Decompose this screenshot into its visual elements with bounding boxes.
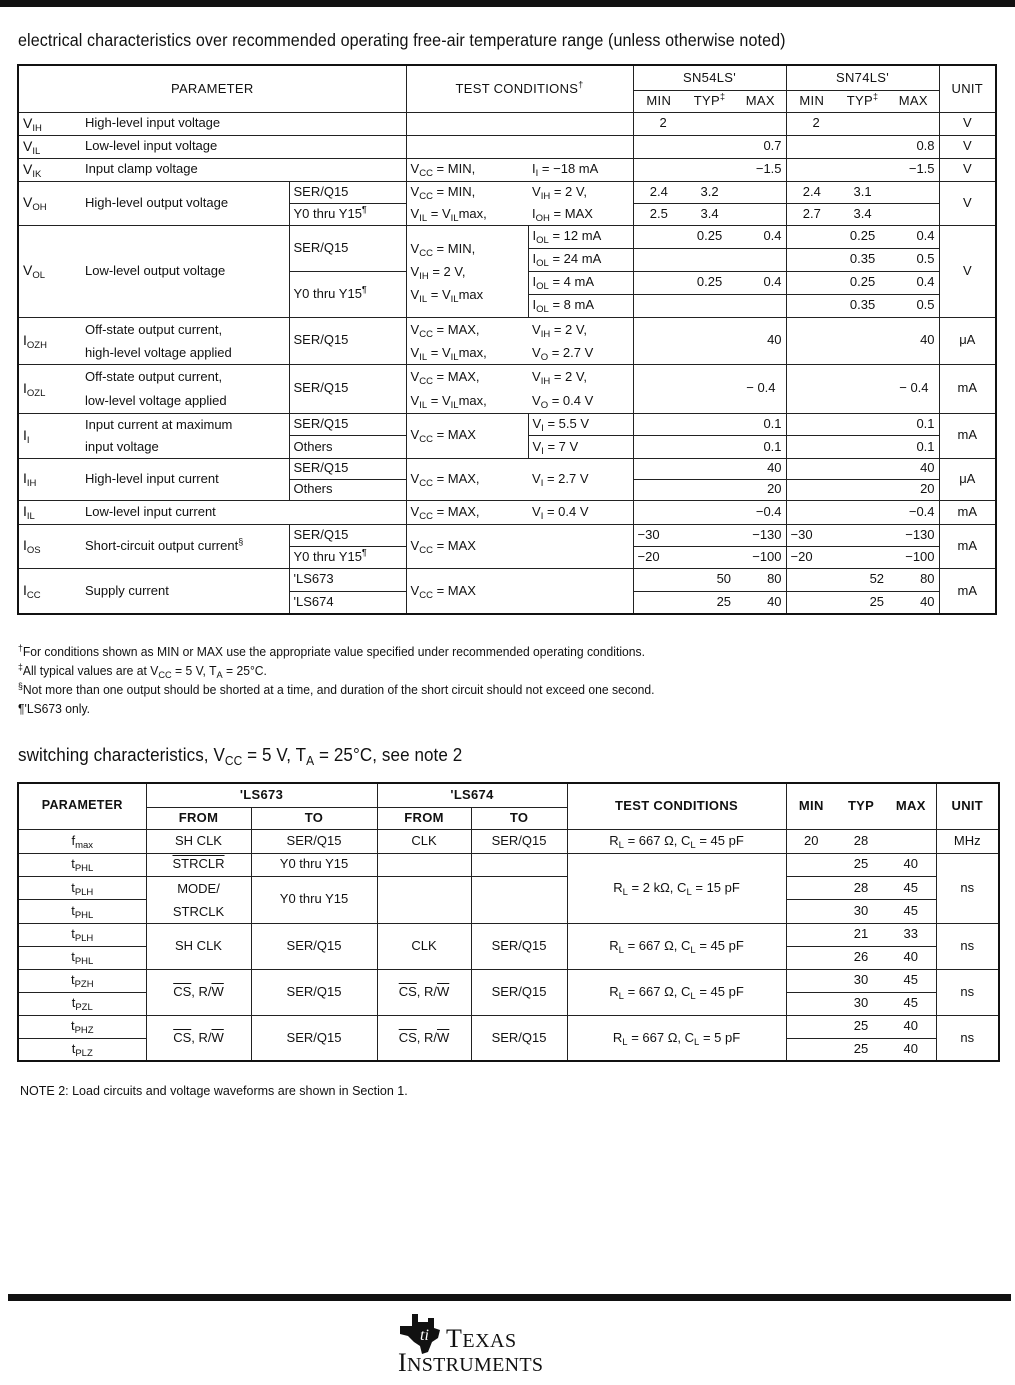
test-condition: $R_L = 2$ kΩ, $C_L = 15$ pF <box>567 853 786 923</box>
unit: μA <box>939 317 996 364</box>
header-ls673: 'LS673 <box>146 783 377 807</box>
min54: 2.4 <box>633 181 684 203</box>
typ74: 0.25 <box>837 225 888 248</box>
table-row <box>18 317 996 364</box>
typ54: 50 <box>684 568 735 591</box>
param-symbol: $f_{max}$ <box>18 829 146 853</box>
to-673: SER/Q15 <box>251 829 377 853</box>
min54: −20 <box>633 546 684 568</box>
max: 45 <box>886 969 936 992</box>
min74 <box>786 248 837 271</box>
test-condition: $V_{CC}$ = MAX <box>406 413 528 458</box>
svg-text:ti: ti <box>420 1327 429 1344</box>
test-condition: $V_{CC}$ = MAX <box>406 524 633 568</box>
sn54-values: 20 <box>633 479 786 500</box>
unit: ns <box>936 853 999 923</box>
param-symbol: $t_{PLZ}$ <box>18 1038 146 1061</box>
typ54 <box>684 248 735 271</box>
sn54-values: −1.5 <box>633 158 786 181</box>
pin-name: 'LS674 <box>289 591 406 614</box>
typ: 28 <box>836 876 886 900</box>
header-test-conditions: TEST CONDITIONS† <box>406 65 633 112</box>
param-symbol: $I_{OS}$ <box>18 524 81 568</box>
param-symbol: $V_{IH}$ <box>18 112 81 135</box>
param-desc: Input current at maximum input voltage <box>81 413 289 458</box>
sn74-values: 0.1 <box>786 413 939 436</box>
test-condition: $V_{CC}$ = MAX, $V_{IL} = V_{IL}\max$, <box>406 364 528 413</box>
pin-name: Others <box>289 436 406 459</box>
typ: 30 <box>836 900 886 924</box>
min54 <box>633 271 684 294</box>
test-condition: $V_{IH} = 2$ V, $V_O = 2.7$ V <box>528 317 633 364</box>
min <box>786 923 836 946</box>
sn74-values: −1.5 <box>786 158 939 181</box>
from-673: MODE/ STRCLK <box>146 876 251 923</box>
test-condition: $I_{OL} = 24$ mA <box>528 248 633 271</box>
test-condition: $I_{OL} = 12$ mA <box>528 225 633 248</box>
min54: −30 <box>633 524 684 546</box>
from-674 <box>377 853 471 876</box>
footnote-section: §Not more than one output should be shorted at a time, and duration of the short circuit should not exceed one second. <box>18 680 655 697</box>
table-row <box>18 876 999 900</box>
typ74: 52 <box>837 568 888 591</box>
header-test-conditions: TEST CONDITIONS <box>567 783 786 829</box>
typ54: 25 <box>684 591 735 614</box>
max54 <box>735 181 786 203</box>
table-row <box>18 413 996 436</box>
pin-name: Y0 thru Y15¶ <box>289 271 406 317</box>
param-symbol: $t_{PHL}$ <box>18 853 146 876</box>
min74 <box>786 294 837 317</box>
max: 45 <box>886 876 936 900</box>
unit: V <box>939 225 996 317</box>
from-674: $\overline{CS}$, $R/\overline{W}$ <box>377 969 471 1015</box>
test-condition: $V_{IH} = 2$ V, $V_O = 0.4$ V <box>528 364 633 413</box>
switching-characteristics-table <box>17 782 1000 1062</box>
max: 33 <box>886 923 936 946</box>
max: 40 <box>886 946 936 969</box>
max <box>886 829 936 853</box>
sn54-values: 2 <box>633 112 786 135</box>
pin-name: Others <box>289 479 406 500</box>
to-674: SER/Q15 <box>471 829 567 853</box>
typ54 <box>684 524 735 546</box>
test-condition: $V_{CC}$ = MIN, $V_{IH} = 2$ V, $V_{IL} = V_{IL}\max$ <box>406 225 528 317</box>
min54 <box>633 248 684 271</box>
test-condition: $R_L = 667$ Ω, $C_L = 45$ pF <box>567 923 786 969</box>
sn74-values: 20 <box>786 479 939 500</box>
typ74 <box>837 524 888 546</box>
header-to: TO <box>471 807 567 829</box>
param-symbol: $t_{PZL}$ <box>18 992 146 1015</box>
unit: mA <box>939 524 996 568</box>
param-desc: Low-level input voltage <box>81 135 406 158</box>
unit: mA <box>939 568 996 614</box>
from-674: CLK <box>377 923 471 969</box>
table-row <box>18 1015 999 1038</box>
table-row <box>18 181 996 203</box>
unit: mA <box>939 413 996 458</box>
table-row <box>18 969 999 992</box>
param-symbol: $I_{OZL}$ <box>18 364 81 413</box>
from-673: STRCLR <box>146 853 251 876</box>
param-symbol: $t_{PHL}$ <box>18 946 146 969</box>
unit: V <box>939 158 996 181</box>
typ54 <box>684 546 735 568</box>
typ74 <box>837 546 888 568</box>
table-row <box>18 158 996 181</box>
test-conditions <box>406 135 633 158</box>
typ54: 0.25 <box>684 271 735 294</box>
param-symbol: $I_{CC}$ <box>18 568 81 614</box>
table-row <box>18 853 999 876</box>
max74: −130 <box>888 524 939 546</box>
test-condition: $V_{IH} = 2$ V, <box>528 181 633 203</box>
pin-name: SER/Q15 <box>289 225 406 271</box>
test-condition: $V_I = 5.5$ V <box>528 413 633 436</box>
min54 <box>633 591 684 614</box>
to-674 <box>471 876 567 923</box>
test-condition: $R_L = 667$ Ω, $C_L = 45$ pF <box>567 829 786 853</box>
from-673: SH CLK <box>146 829 251 853</box>
to-673: SER/Q15 <box>251 1015 377 1061</box>
typ74: 3.4 <box>837 203 888 225</box>
param-symbol: $I_I$ <box>18 413 81 458</box>
typ: 21 <box>836 923 886 946</box>
top-rule <box>0 0 1015 7</box>
header-sn74ls: SN74LS' <box>786 65 939 90</box>
unit: V <box>939 181 996 225</box>
pin-name: 'LS673 <box>289 568 406 591</box>
typ: 26 <box>836 946 886 969</box>
test-condition: $V_I = 2.7$ V <box>528 458 633 500</box>
header-parameter: PARAMETER <box>18 783 146 829</box>
unit: mA <box>939 500 996 524</box>
footnotes <box>18 643 654 719</box>
param-symbol: $V_{OL}$ <box>18 225 81 317</box>
min74: −30 <box>786 524 837 546</box>
from-673: $\overline{CS}$, $R/\overline{W}$ <box>146 1015 251 1061</box>
pin-name: SER/Q15 <box>289 524 406 546</box>
sn54-values: 0.1 <box>633 436 786 459</box>
footnote-dagger: †For conditions shown as MIN or MAX use the appropriate value specified under recommended operating conditions. <box>18 642 645 659</box>
max: 40 <box>886 1038 936 1061</box>
min <box>786 992 836 1015</box>
test-condition: $I_{OH}$ = MAX <box>528 203 633 225</box>
min74 <box>786 225 837 248</box>
pin-name: Y0 thru Y15¶ <box>289 203 406 225</box>
typ54: 3.4 <box>684 203 735 225</box>
unit: μA <box>939 458 996 500</box>
sn54-values: 40 <box>633 458 786 479</box>
max: 45 <box>886 992 936 1015</box>
max74 <box>888 203 939 225</box>
param-desc: Low-level input current <box>81 500 406 524</box>
max54 <box>735 203 786 225</box>
unit: ns <box>936 1015 999 1061</box>
pin-name: SER/Q15 <box>289 364 406 413</box>
from-674: CLK <box>377 829 471 853</box>
sn54-values: −0.4 <box>633 500 786 524</box>
header-to: TO <box>251 807 377 829</box>
sn74-values: 2 <box>786 112 939 135</box>
pin-name: SER/Q15 <box>289 413 406 436</box>
max74: 0.5 <box>888 248 939 271</box>
min <box>786 900 836 924</box>
pin-name: Y0 thru Y15¶ <box>289 546 406 568</box>
min74: 2.4 <box>786 181 837 203</box>
min74: −20 <box>786 546 837 568</box>
min <box>786 1038 836 1061</box>
max74: 0.5 <box>888 294 939 317</box>
header-min: MIN <box>633 90 684 112</box>
typ: 30 <box>836 969 886 992</box>
max74 <box>888 181 939 203</box>
bottom-rule <box>8 1294 1011 1301</box>
test-condition: $V_I = 0.4$ V <box>528 500 633 524</box>
electrical-characteristics-table <box>17 64 997 615</box>
test-conditions <box>406 112 633 135</box>
sn54-values: 0.7 <box>633 135 786 158</box>
typ: 25 <box>836 1038 886 1061</box>
param-symbol: $V_{OH}$ <box>18 181 81 225</box>
min <box>786 1015 836 1038</box>
header-parameter: PARAMETER <box>18 65 406 112</box>
param-symbol: $I_{OZH}$ <box>18 317 81 364</box>
test-condition: $V_{CC}$ = MAX, $V_{IL} = V_{IL}\max$, <box>406 317 528 364</box>
max74: −100 <box>888 546 939 568</box>
test-condition: $R_L = 667$ Ω, $C_L = 5$ pF <box>567 1015 786 1061</box>
param-desc: Off-state output current, low-level voltage applied <box>81 364 289 413</box>
test-condition: $V_{CC}$ = MAX <box>406 568 633 614</box>
test-condition: $V_{CC}$ = MAX, <box>406 500 528 524</box>
typ54 <box>684 294 735 317</box>
test-condition: $V_I = 7$ V <box>528 436 633 459</box>
test-condition: $V_{CC}$ = MIN, <box>406 181 528 203</box>
table-row <box>18 923 999 946</box>
header-typ: TYP‡ <box>684 90 735 112</box>
typ: 28 <box>836 829 886 853</box>
typ: 30 <box>836 992 886 1015</box>
min <box>786 853 836 876</box>
test-condition: $V_{CC}$ = MIN, <box>406 158 528 181</box>
sn74-values: 0.8 <box>786 135 939 158</box>
param-desc: High-level input current <box>81 458 289 500</box>
min <box>786 946 836 969</box>
max: 40 <box>886 1015 936 1038</box>
param-desc: Low-level output voltage <box>81 225 289 317</box>
pin-name: SER/Q15 <box>289 458 406 479</box>
to-674 <box>471 853 567 876</box>
header-max: MAX <box>735 90 786 112</box>
header-typ: TYP <box>836 783 886 829</box>
header-min: MIN <box>786 90 837 112</box>
max54: −130 <box>735 524 786 546</box>
param-desc: High-level input voltage <box>81 112 406 135</box>
param-symbol: $t_{PLH}$ <box>18 876 146 900</box>
from-674 <box>377 876 471 923</box>
brand-line-1: TEXAS <box>446 1324 517 1353</box>
header-max: MAX <box>888 90 939 112</box>
table-row <box>18 524 996 546</box>
header-from: FROM <box>146 807 251 829</box>
typ: 25 <box>836 853 886 876</box>
note-2: NOTE 2: Load circuits and voltage waveforms are shown in Section 1. <box>20 1084 408 1098</box>
sn74-values: − 0.4 <box>786 364 939 413</box>
param-desc: Off-state output current, high-level voltage applied <box>81 317 289 364</box>
pin-name: SER/Q15 <box>289 317 406 364</box>
to-673: Y0 thru Y15 <box>251 853 377 876</box>
typ74: 25 <box>837 591 888 614</box>
sn74-values: −0.4 <box>786 500 939 524</box>
param-symbol: $V_{IL}$ <box>18 135 81 158</box>
max54: 80 <box>735 568 786 591</box>
param-symbol: $I_{IH}$ <box>18 458 81 500</box>
sn74-values: 40 <box>786 458 939 479</box>
max54: 0.4 <box>735 225 786 248</box>
table-row <box>18 829 999 853</box>
typ74: 0.25 <box>837 271 888 294</box>
param-desc: High-level output voltage <box>81 181 289 225</box>
from-673: SH CLK <box>146 923 251 969</box>
test-condition: $I_{OL} = 4$ mA <box>528 271 633 294</box>
min <box>786 876 836 900</box>
table-row <box>18 112 996 135</box>
max: 45 <box>886 900 936 924</box>
test-condition: $R_L = 667$ Ω, $C_L = 45$ pF <box>567 969 786 1015</box>
max74: 40 <box>888 591 939 614</box>
sn54-values: 40 <box>633 317 786 364</box>
header-unit: UNIT <box>939 65 996 112</box>
param-symbol: $t_{PHZ}$ <box>18 1015 146 1038</box>
header-ls674: 'LS674 <box>377 783 567 807</box>
param-desc: Short-circuit output current§ <box>81 524 289 568</box>
max74: 80 <box>888 568 939 591</box>
min74 <box>786 568 837 591</box>
min: 20 <box>786 829 836 853</box>
param-symbol: $t_{PLH}$ <box>18 923 146 946</box>
pin-name: SER/Q15 <box>289 181 406 203</box>
typ74: 3.1 <box>837 181 888 203</box>
test-condition: $I_I = -18$ mA <box>528 158 633 181</box>
header-sn54ls: SN54LS' <box>633 65 786 90</box>
typ: 25 <box>836 1015 886 1038</box>
max74: 0.4 <box>888 271 939 294</box>
param-symbol: $V_{IK}$ <box>18 158 81 181</box>
test-condition: $V_{CC}$ = MAX, <box>406 458 528 500</box>
switching-title: switching characteristics, $V_{CC} = 5$ V, $T_A = 25^\circ C$, see note 2 <box>18 744 463 768</box>
table-row <box>18 364 996 413</box>
sn54-values: − 0.4 <box>633 364 786 413</box>
max74: 0.4 <box>888 225 939 248</box>
max54 <box>735 248 786 271</box>
min74 <box>786 591 837 614</box>
table-row <box>18 500 996 524</box>
from-673: $\overline{CS}$, $R/\overline{W}$ <box>146 969 251 1015</box>
min54: 2.5 <box>633 203 684 225</box>
header-typ: TYP‡ <box>837 90 888 112</box>
min54 <box>633 568 684 591</box>
unit: ns <box>936 969 999 1015</box>
min74 <box>786 271 837 294</box>
typ54: 3.2 <box>684 181 735 203</box>
param-desc: Supply current <box>81 568 289 614</box>
table-row <box>18 568 996 591</box>
to-673: SER/Q15 <box>251 969 377 1015</box>
unit: ns <box>936 923 999 969</box>
footnote-pilcrow: ¶'LS673 only. <box>18 702 90 716</box>
footnote-double-dagger: ‡All typical values are at $V_{CC} = 5$ V, $T_A = 25^\circ C$. <box>18 661 267 681</box>
param-symbol: $t_{PHL}$ <box>18 900 146 924</box>
to-673: Y0 thru Y15 <box>251 876 377 923</box>
header-from: FROM <box>377 807 471 829</box>
electrical-title: electrical characteristics over recommended operating free-air temperature range (unless otherwise noted) <box>18 30 786 50</box>
table-row <box>18 135 996 158</box>
typ74: 0.35 <box>837 248 888 271</box>
table-row <box>18 458 996 479</box>
min54 <box>633 225 684 248</box>
min54 <box>633 294 684 317</box>
to-674: SER/Q15 <box>471 923 567 969</box>
param-desc: Input clamp voltage <box>81 158 406 181</box>
header-min: MIN <box>786 783 836 829</box>
typ54: 0.25 <box>684 225 735 248</box>
max54: −100 <box>735 546 786 568</box>
sn74-values: 40 <box>786 317 939 364</box>
min74: 2.7 <box>786 203 837 225</box>
from-674: $\overline{CS}$, $R/\overline{W}$ <box>377 1015 471 1061</box>
table-row <box>18 225 996 248</box>
param-symbol: $t_{PZH}$ <box>18 969 146 992</box>
brand-line-2: INSTRUMENTS <box>398 1348 544 1377</box>
min <box>786 969 836 992</box>
texas-instruments-logo <box>398 1310 608 1385</box>
max54 <box>735 294 786 317</box>
header-max: MAX <box>886 783 936 829</box>
max54: 0.4 <box>735 271 786 294</box>
max54: 40 <box>735 591 786 614</box>
unit: MHz <box>936 829 999 853</box>
test-condition: $I_{OL} = 8$ mA <box>528 294 633 317</box>
to-674: SER/Q15 <box>471 969 567 1015</box>
unit: V <box>939 135 996 158</box>
sn54-values: 0.1 <box>633 413 786 436</box>
to-674: SER/Q15 <box>471 1015 567 1061</box>
param-symbol: $I_{IL}$ <box>18 500 81 524</box>
header-unit: UNIT <box>936 783 999 829</box>
typ74: 0.35 <box>837 294 888 317</box>
max: 40 <box>886 853 936 876</box>
unit: mA <box>939 364 996 413</box>
sn74-values: 0.1 <box>786 436 939 459</box>
to-673: SER/Q15 <box>251 923 377 969</box>
test-condition: $V_{IL} = V_{IL}\max$, <box>406 203 528 225</box>
unit: V <box>939 112 996 135</box>
